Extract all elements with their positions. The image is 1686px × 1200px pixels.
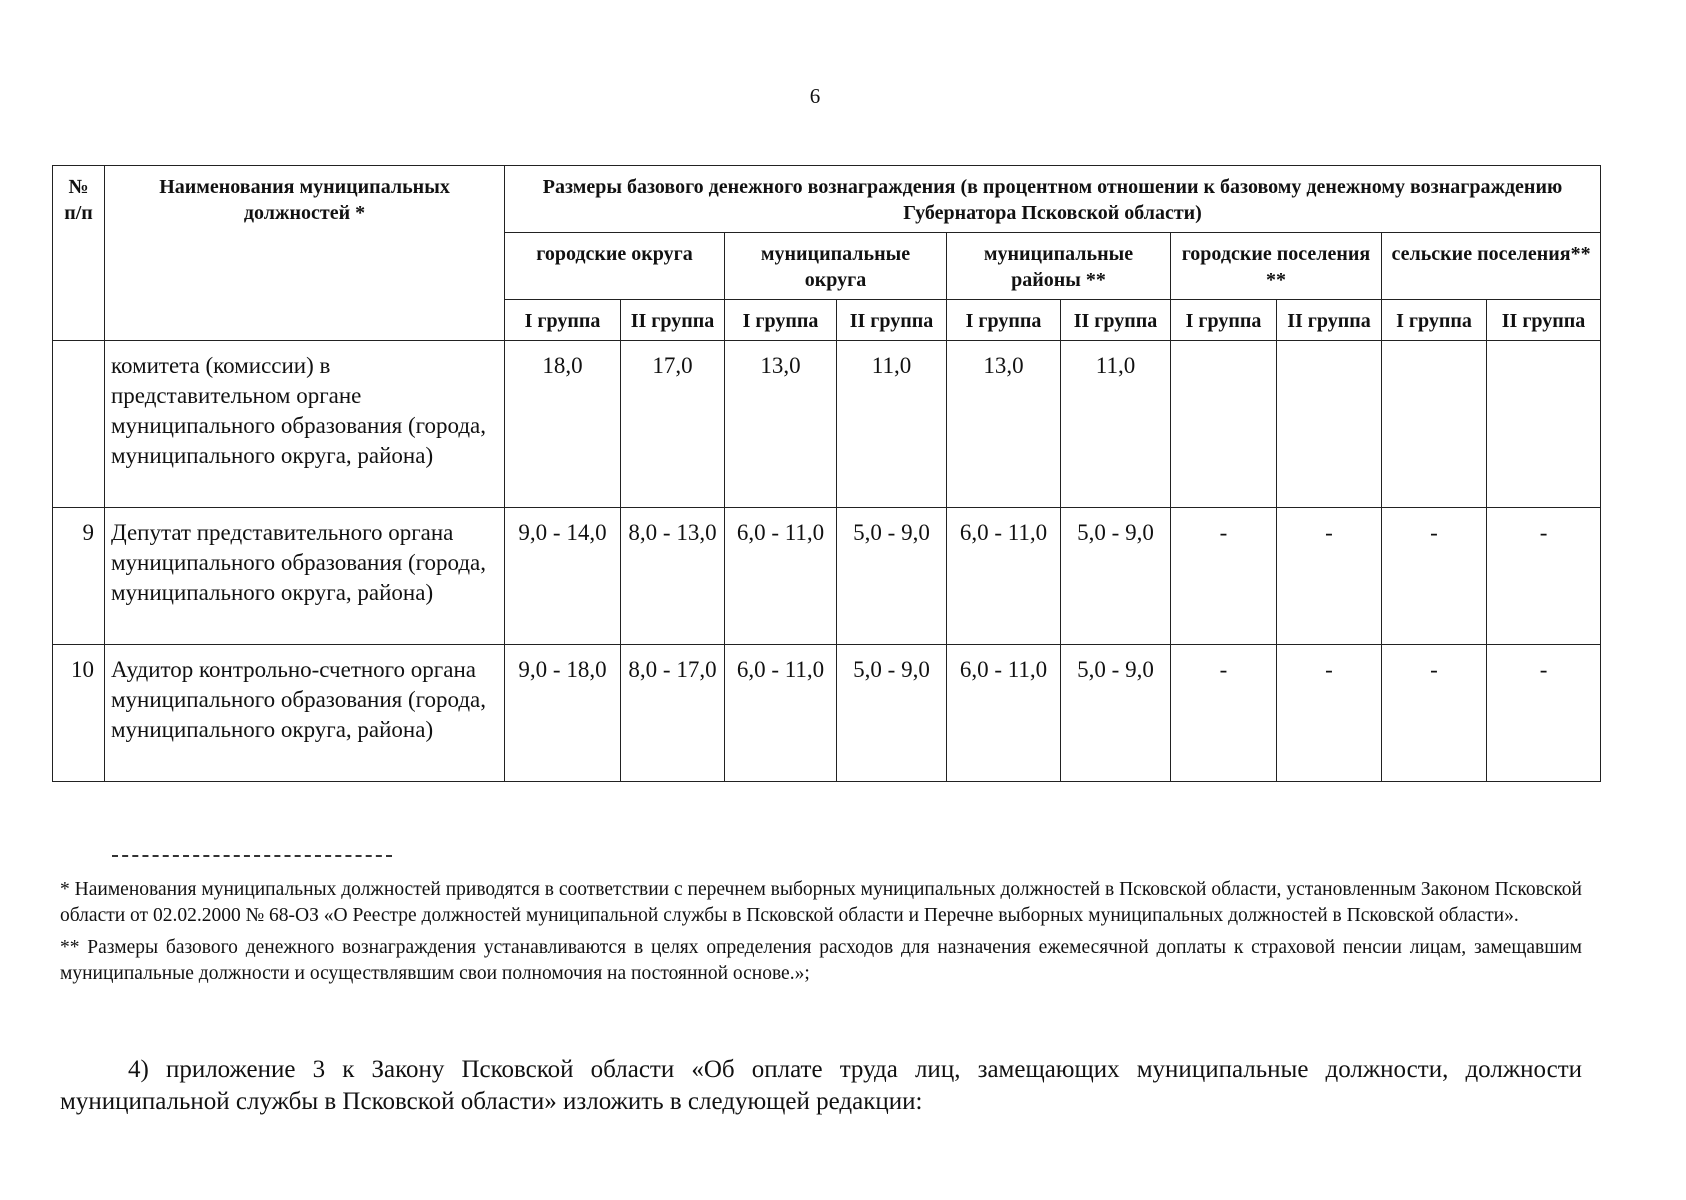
subgroup-header: II группа bbox=[1487, 300, 1601, 341]
value-text: 5,0 - 9,0 bbox=[1077, 520, 1154, 545]
group-header: муниципальные районы ** bbox=[947, 233, 1171, 300]
value-cell bbox=[725, 508, 837, 645]
value-text: - bbox=[1219, 657, 1228, 682]
page-number: 6 bbox=[809, 84, 821, 108]
value-text: 6,0 - 11,0 bbox=[959, 657, 1048, 682]
value-text: 17,0 bbox=[652, 353, 693, 378]
group-header: сельские поселения** bbox=[1382, 233, 1601, 300]
value-text: - bbox=[1430, 657, 1438, 682]
subgroup-header: II группа bbox=[1061, 300, 1171, 341]
value-cell bbox=[947, 341, 1061, 508]
value-cell bbox=[1277, 645, 1382, 782]
header-row-1 bbox=[53, 166, 1601, 233]
subgroup-header: I группа bbox=[1171, 300, 1277, 341]
subgroup-header: I группа bbox=[725, 300, 837, 341]
footnote-separator bbox=[112, 855, 392, 857]
body-paragraph-container bbox=[60, 1054, 1582, 1118]
footnote-1: * Наименования муниципальных должностей приводятся в соответствии с перечнем выборных муниципальных должностей в Псковской области, установленным Законом Псковской области от 02.02.2000 № 68-ОЗ «О Реестре должностей муниципальной службы в Псковской области и Перечне выборных муниципальных должностей в Псковской области». bbox=[60, 879, 1582, 926]
value-text: - bbox=[1539, 657, 1548, 682]
value-text: 13,0 bbox=[983, 353, 1024, 378]
value-text: - bbox=[1539, 520, 1548, 545]
footnotes bbox=[60, 877, 1582, 987]
value-text: 13,0 bbox=[760, 353, 801, 378]
value-cell bbox=[947, 508, 1061, 645]
value-cell bbox=[947, 645, 1061, 782]
value-text: 5,0 - 9,0 bbox=[853, 657, 930, 682]
header-sizes: Размеры базового денежного вознаграждения (в процентном отношении к базовому денежному вознаграждению Губернатора Псковской области) bbox=[505, 166, 1601, 233]
value-cell bbox=[505, 341, 621, 508]
subgroup-header: I группа bbox=[505, 300, 621, 341]
value-cell bbox=[1382, 341, 1487, 508]
value-cell bbox=[1061, 341, 1171, 508]
value-text: - bbox=[1325, 657, 1333, 682]
header-position-name: Наименования муниципальных должностей * bbox=[105, 166, 505, 341]
value-text: 8,0 - 17,0 bbox=[628, 657, 717, 682]
row-number bbox=[53, 341, 105, 508]
value-cell bbox=[1171, 341, 1277, 508]
table-row bbox=[53, 508, 1601, 645]
position-name: комитета (комиссии) в представительном органе муниципального образования (города, муниципального округа, района) bbox=[105, 341, 505, 508]
value-text: 5,0 - 9,0 bbox=[853, 520, 930, 545]
group-header: городские округа bbox=[505, 233, 725, 300]
value-cell bbox=[1277, 341, 1382, 508]
value-cell bbox=[837, 508, 947, 645]
table-row bbox=[53, 341, 1601, 508]
value-text: 18,0 bbox=[542, 353, 583, 378]
value-cell bbox=[1382, 645, 1487, 782]
value-cell bbox=[1061, 508, 1171, 645]
value-cell bbox=[505, 508, 621, 645]
group-header: городские поселения ** bbox=[1171, 233, 1382, 300]
value-cell bbox=[1171, 508, 1277, 645]
value-text: 9,0 - 14,0 bbox=[518, 520, 607, 545]
subgroup-header: I группа bbox=[947, 300, 1061, 341]
value-cell bbox=[725, 645, 837, 782]
value-cell bbox=[837, 645, 947, 782]
value-text: 11,0 bbox=[871, 353, 912, 378]
remuneration-table bbox=[52, 165, 1601, 782]
position-name: Депутат представительного органа муниципального образования (города, муниципального округа, района) bbox=[105, 508, 505, 645]
value-text: - bbox=[1219, 520, 1228, 545]
value-cell bbox=[837, 341, 947, 508]
value-cell bbox=[1382, 508, 1487, 645]
body-paragraph: 4) приложение 3 к Закону Псковской области «Об оплате труда лиц, замещающих муниципальные должности, должности муниципальной службы в Псковской области» изложить в следующей редакции: bbox=[60, 1056, 1582, 1115]
value-cell bbox=[621, 508, 725, 645]
value-cell bbox=[621, 645, 725, 782]
value-text: - bbox=[1325, 520, 1333, 545]
value-text: 5,0 - 9,0 bbox=[1077, 657, 1154, 682]
value-cell bbox=[1487, 645, 1601, 782]
value-cell bbox=[1171, 645, 1277, 782]
row-number: 10 bbox=[53, 645, 105, 782]
value-text: - bbox=[1430, 520, 1438, 545]
subgroup-header: II группа bbox=[837, 300, 947, 341]
subgroup-header: II группа bbox=[1277, 300, 1382, 341]
value-cell bbox=[725, 341, 837, 508]
value-cell bbox=[1487, 341, 1601, 508]
row-number: 9 bbox=[53, 508, 105, 645]
value-cell bbox=[1487, 508, 1601, 645]
value-text: 6,0 - 11,0 bbox=[736, 657, 825, 682]
group-header: муниципальные округа bbox=[725, 233, 947, 300]
header-num: № п/п bbox=[53, 166, 105, 341]
value-text: 6,0 - 11,0 bbox=[959, 520, 1048, 545]
value-cell bbox=[1061, 645, 1171, 782]
position-name: Аудитор контрольно-счетного органа муниципального образования (города, муниципального округа, района) bbox=[105, 645, 505, 782]
value-text: 11,0 bbox=[1095, 353, 1136, 378]
value-text: 6,0 - 11,0 bbox=[736, 520, 825, 545]
table-row bbox=[53, 645, 1601, 782]
value-cell bbox=[505, 645, 621, 782]
subgroup-header: I группа bbox=[1382, 300, 1487, 341]
value-cell bbox=[1277, 508, 1382, 645]
footnote-2: ** Размеры базового денежного вознаграждения устанавливаются в целях определения расходов для назначения ежемесячной доплаты к страховой пенсии лицам, замещавшим муниципальные должности и осуществлявшим свои полномочия на постоянной основе.»; bbox=[60, 937, 1582, 984]
value-cell bbox=[621, 341, 725, 508]
value-text: 8,0 - 13,0 bbox=[628, 520, 717, 545]
subgroup-header: II группа bbox=[621, 300, 725, 341]
value-text: 9,0 - 18,0 bbox=[518, 657, 607, 682]
